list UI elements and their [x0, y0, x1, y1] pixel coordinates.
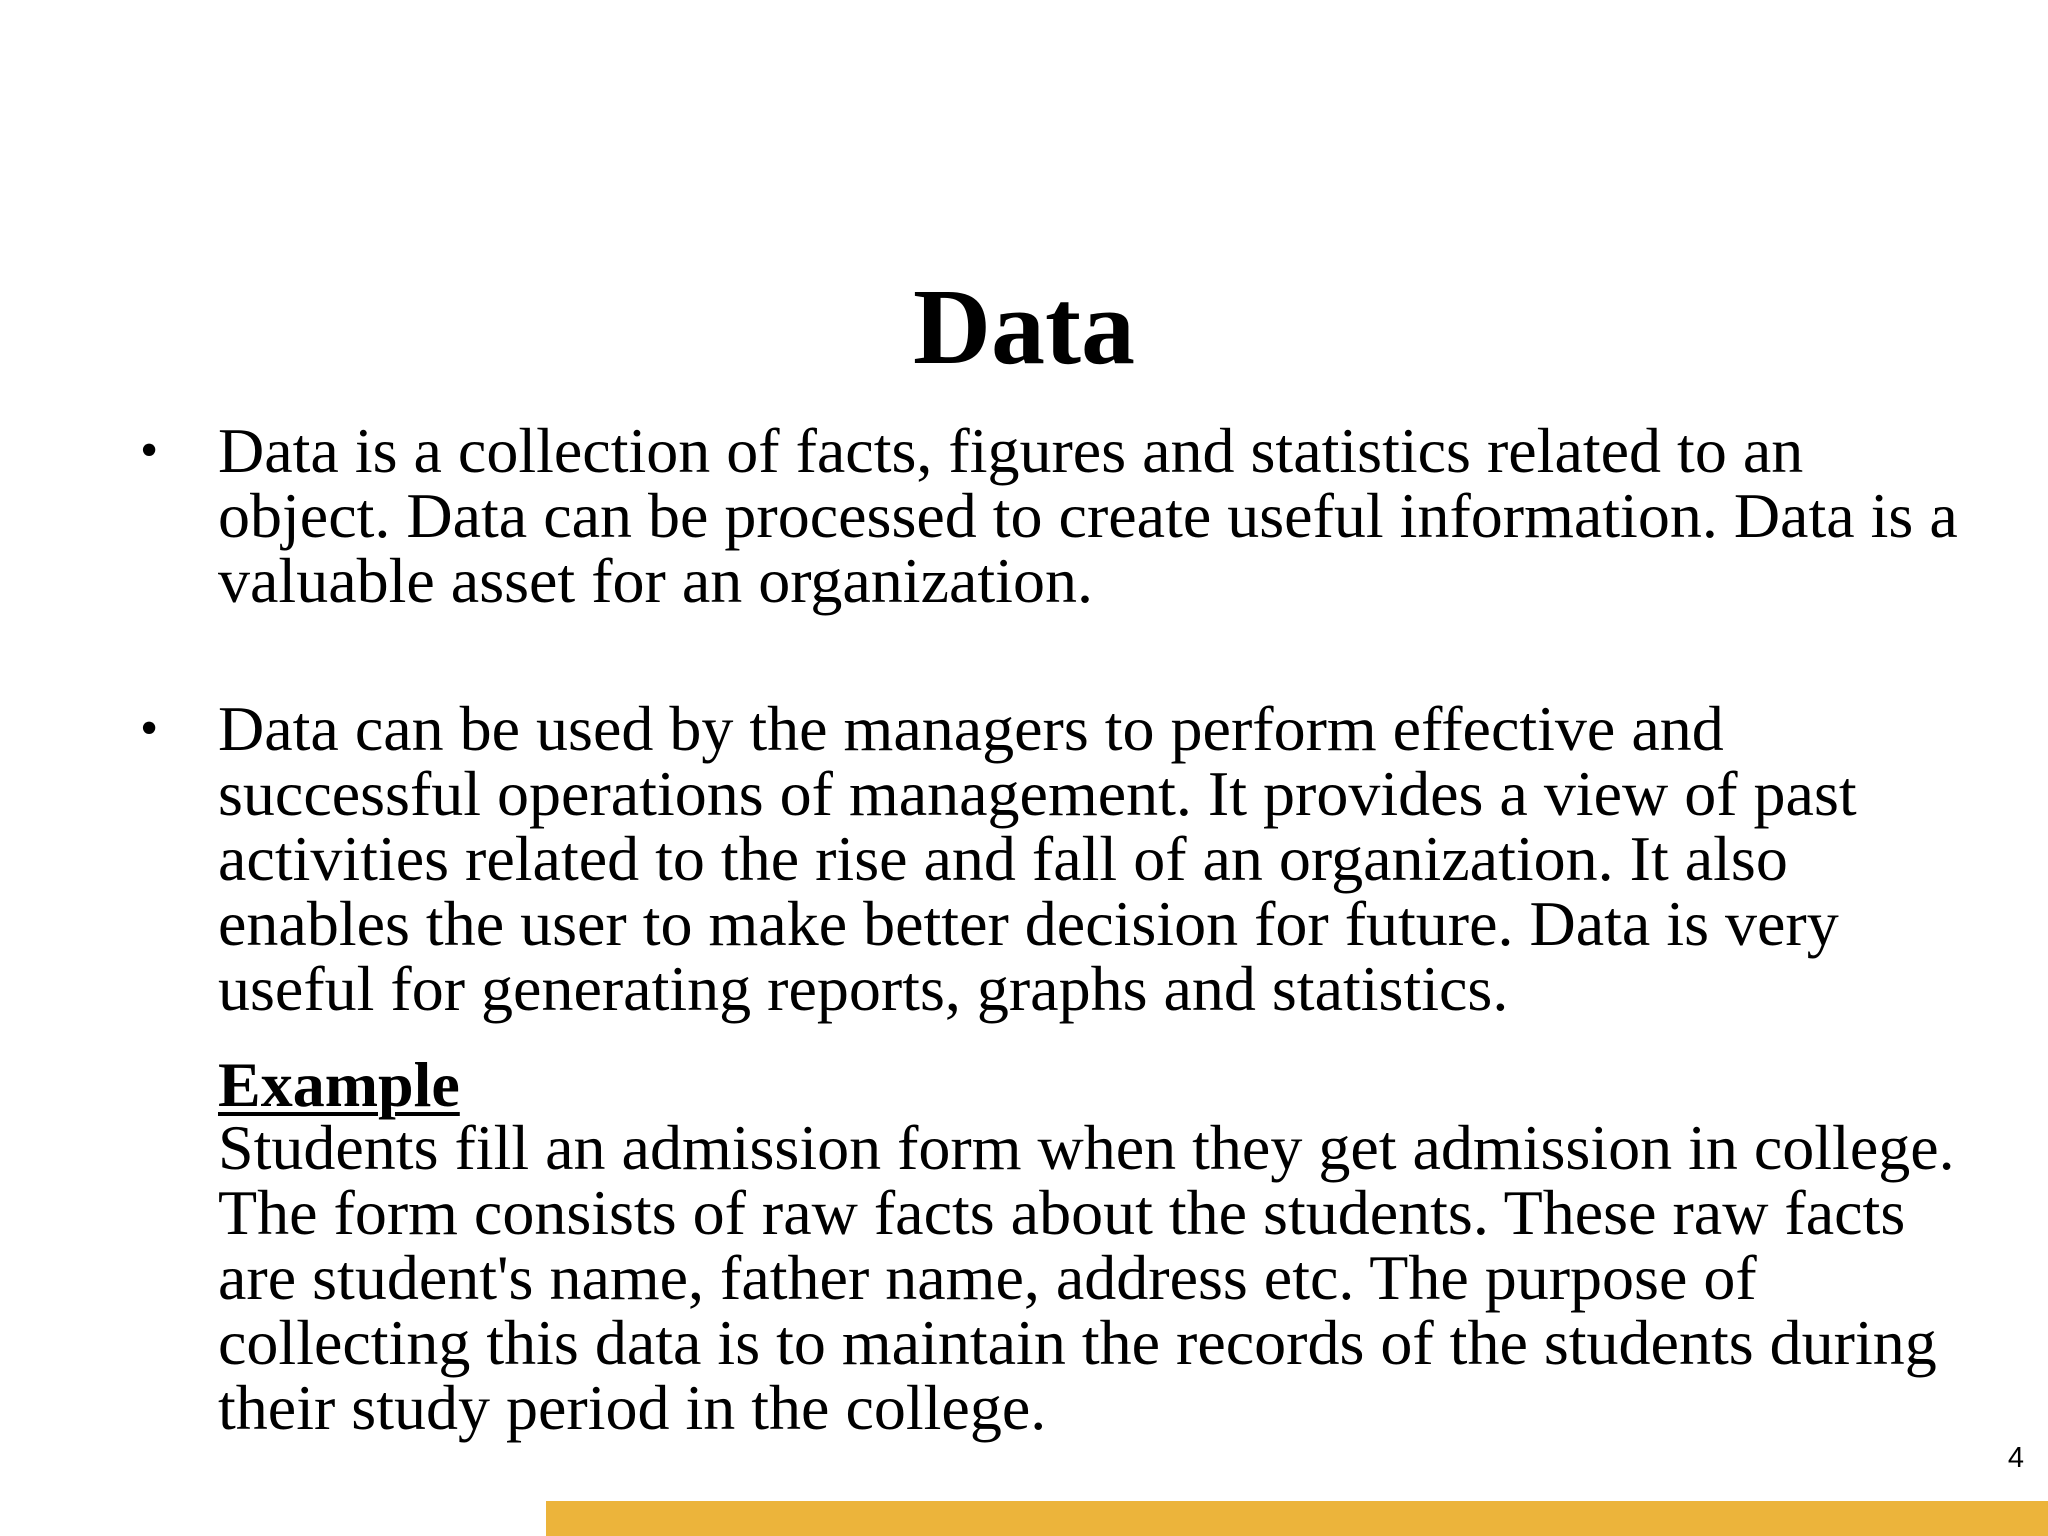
bullet-dot-icon: •	[140, 422, 159, 479]
bullet-text: Data is a collection of facts, figures and statistics related to an object. Data can be processed to create useful information. Data is a valuable asset for an organization.	[218, 415, 1958, 616]
slide-number: 4	[2007, 1442, 2024, 1474]
example-heading: Example	[218, 1049, 460, 1120]
accent-bar	[546, 1501, 2048, 1536]
bullet-text: Data can be used by the managers to perform effective and successful operations of management. It provides a view of past activities related to the rise and fall of an organization. It also enables the user to make better decision for future. Data is very useful for generating reports, graphs and statistics.	[218, 693, 1857, 1024]
slide-title: Data	[913, 268, 1135, 387]
bullet-dot-icon: •	[140, 700, 159, 757]
example-text: Students fill an admission form when they get admission in college. The form consists of raw facts about the students. These raw facts are student's name, father name, address etc. The purpose of collecting this data is to maintain the records of the students during their study period in the college.	[218, 1112, 1955, 1443]
bullet-item	[140, 415, 1978, 616]
bullet-item	[140, 693, 1978, 1443]
